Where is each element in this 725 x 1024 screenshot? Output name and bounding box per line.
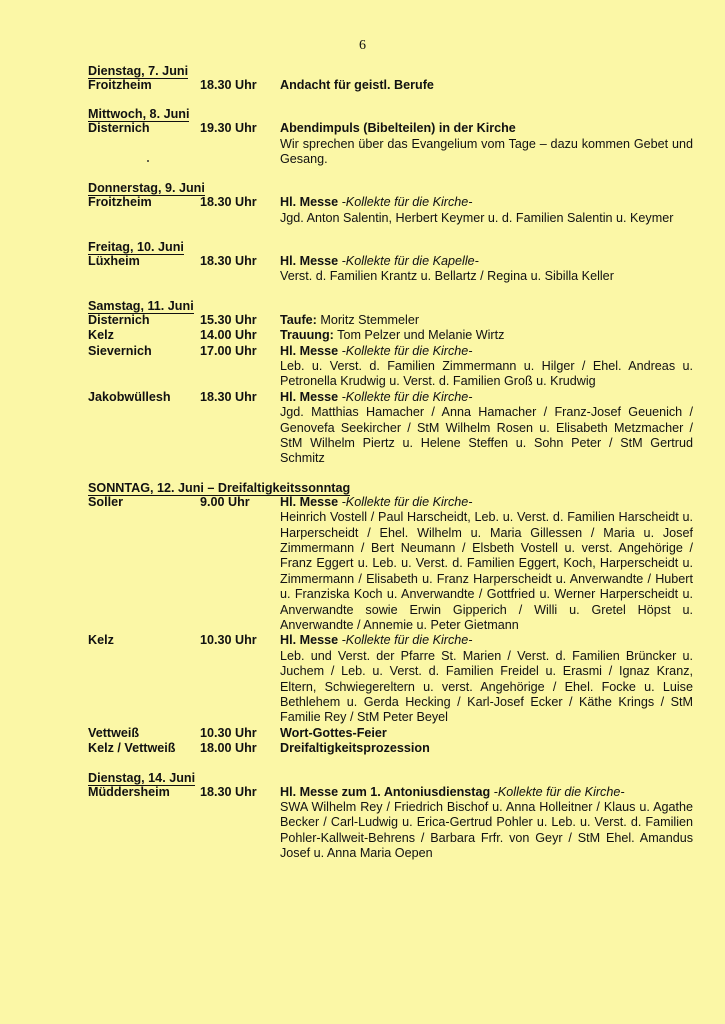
service-description <box>280 78 693 93</box>
day-heading: Dienstag, 14. Juni <box>88 770 196 785</box>
service-entry <box>88 121 693 167</box>
day-heading: Freitag, 10. Juni <box>88 240 184 255</box>
day-heading: SONNTAG, 12. Juni – Dreifaltigkeitssonntag <box>88 480 351 495</box>
day-entries <box>88 495 693 757</box>
service-time: 18.30 Uhr <box>200 77 257 92</box>
day-section <box>88 299 693 467</box>
service-description <box>280 313 693 328</box>
page-number: 6 <box>359 38 366 53</box>
service-entry <box>88 328 693 343</box>
day-entries <box>88 121 693 167</box>
service-place: Kelz <box>88 328 114 343</box>
service-title: Hl. Messe zum 1. Antoniusdienstag <box>280 784 491 799</box>
service-place: Vettweiß <box>88 725 140 740</box>
service-entry <box>88 785 693 862</box>
service-title: Hl. Messe <box>280 389 339 404</box>
service-description <box>280 254 693 285</box>
service-description <box>280 328 693 343</box>
service-subject: Moritz Stemmeler <box>316 312 420 327</box>
service-intentions: Verst. d. Familien Krantz u. Bellartz / Regina u. Sibilla Keller <box>280 269 614 284</box>
service-entry <box>88 495 693 634</box>
service-intentions: Heinrich Vostell / Paul Harscheidt, Leb. u. Verst. d. Familien Harscheidt u. Harperscheidt / Ehel. Wilhelm u. Maria Gillessen / Maria u. Josef Zimmermann / Bert Neumann / Elsbeth Vostell u. verst. Angehörige / Franz Eggert u. Leb. u. Verst. d. Familien Eggert, Koch, Harperscheidt u. Zimmermann / Elisabeth u. Franz Harperscheidt u. Anverwandte / Hubert u. Franziska Koch u. Anverwandte / Gottfried u. Werner Harperscheidt u. Anverwandte sowie Erwin Gipperich / Willi u. Gretel Höpst u. Anverwandte / Annemie u. Peter Gietmann <box>280 510 693 632</box>
day-section <box>88 107 693 167</box>
service-place: Kelz / Vettweiß <box>88 741 176 756</box>
service-intentions: SWA Wilhelm Rey / Friedrich Bischof u. Anna Holleitner / Klaus u. Agathe Becker / Carl-Ludwig u. Erica-Gertrud Pohler u. Leb. u. Verst. d. Familien Pohler-Kallweit-Behrens / Barbara Frfr. von Geyr / StM Ehel. Amandus Josef u. Anna Maria Oepen <box>280 799 693 861</box>
service-entry <box>88 254 693 285</box>
day-heading: Mittwoch, 8. Juni <box>88 107 190 122</box>
service-intentions: Jgd. Anton Salentin, Herbert Keymer u. d. Familien Salentin u. Keymer <box>280 210 674 225</box>
service-place: Sievernich <box>88 343 152 358</box>
service-place: Müddersheim <box>88 784 170 799</box>
day-section <box>88 771 693 862</box>
service-time: 15.30 Uhr <box>200 312 257 327</box>
service-intentions: Jgd. Matthias Hamacher / Anna Hamacher / Franz-Josef Geuenich / Genovefa Seekircher / StM Wilhelm Rosen u. Elisabeth Metzmacher / StM Wilhelm Piertz u. Helene Steffen u. Sohn Peter / StM Gertrud Schmitz <box>280 405 693 466</box>
service-description <box>280 785 693 862</box>
service-title: Abendimpuls (Bibelteilen) in der Kirche <box>280 121 516 136</box>
day-entries <box>88 78 693 93</box>
day-entries <box>88 195 693 226</box>
schedule <box>88 64 693 876</box>
service-place: Disternich <box>88 121 150 136</box>
service-place: Jakobwüllesh <box>88 389 171 404</box>
service-title: Trauung: <box>280 328 334 343</box>
service-time: 10.30 Uhr <box>200 633 257 648</box>
service-title: Andacht für geistl. Berufe <box>280 77 434 92</box>
service-place: Froitzheim <box>88 77 152 92</box>
service-place: Soller <box>88 494 123 509</box>
service-intentions: Wir sprechen über das Evangelium vom Tage – dazu kommen Gebet und Gesang. <box>280 136 693 167</box>
service-time: 18.30 Uhr <box>200 389 257 404</box>
day-section <box>88 240 693 285</box>
day-heading: Dienstag, 7. Juni <box>88 64 189 78</box>
collection-note: -Kollekte für die Kapelle- <box>338 254 479 269</box>
service-intentions: Leb. u. Verst. d. Familien Zimmermann u. Hilger / Ehel. Andreas u. Petronella Krudwig u. Verst. d. Familien Groß u. Krudwig <box>280 359 693 389</box>
service-subject: Tom Pelzer und Melanie Wirtz <box>333 328 505 343</box>
day-heading: Samstag, 11. Juni <box>88 298 194 313</box>
service-title: Hl. Messe <box>280 343 339 358</box>
service-entry <box>88 390 693 467</box>
service-description <box>280 344 693 390</box>
service-place: Froitzheim <box>88 195 152 210</box>
collection-note: -Kollekte für die Kirche- <box>338 389 473 404</box>
service-time: 9.00 Uhr <box>200 494 250 509</box>
service-entry <box>88 313 693 328</box>
service-entry <box>88 633 693 725</box>
service-entry <box>88 344 693 390</box>
day-entries <box>88 313 693 467</box>
service-place: Kelz <box>88 633 114 648</box>
collection-note: -Kollekte für die Kirche- <box>490 784 625 799</box>
service-time: 14.00 Uhr <box>200 328 257 343</box>
service-time: 18.00 Uhr <box>200 741 257 756</box>
collection-note: -Kollekte für die Kirche- <box>338 494 473 509</box>
service-description <box>280 741 693 756</box>
service-entry <box>88 741 693 756</box>
day-heading: Donnerstag, 9. Juni <box>88 181 205 196</box>
service-title: Hl. Messe <box>280 633 339 648</box>
service-title: Hl. Messe <box>280 494 339 509</box>
service-entry <box>88 78 693 93</box>
service-entry <box>88 195 693 226</box>
service-intentions: Leb. und Verst. der Pfarre St. Marien / Verst. d. Familien Brüncker u. Juchem / Leb. u. Verst. d. Familien Freidel u. Erasmi / Ignaz Kranz, Eltern, Schwiegereltern u. verst. Angehörige / Ehel. Focke u. Luise Bethlehem u. Gerda Hecking / Karl-Josef Ecker / Käthe Krings / StM Familie Rey / StM Peter Beyel <box>280 648 693 725</box>
service-description <box>280 495 693 634</box>
collection-note: -Kollekte für die Kirche- <box>338 195 473 210</box>
service-place: Lüxheim <box>88 254 140 269</box>
collection-note: -Kollekte für die Kirche- <box>338 633 473 648</box>
service-title: Dreifaltigkeitsprozession <box>280 741 430 756</box>
day-section <box>88 481 693 757</box>
service-time: 10.30 Uhr <box>200 725 257 740</box>
service-description <box>280 390 693 467</box>
service-description <box>280 195 693 226</box>
service-description <box>280 726 693 741</box>
day-entries <box>88 785 693 862</box>
service-time: 18.30 Uhr <box>200 784 257 799</box>
service-time: 19.30 Uhr <box>200 121 257 136</box>
day-section <box>88 64 693 93</box>
day-section <box>88 181 693 226</box>
day-entries <box>88 254 693 285</box>
service-time: 17.00 Uhr <box>200 343 257 358</box>
service-time: 18.30 Uhr <box>200 195 257 210</box>
service-description <box>280 121 693 167</box>
service-title: Hl. Messe <box>280 195 339 210</box>
service-title: Wort-Gottes-Feier <box>280 725 387 740</box>
service-title: Hl. Messe <box>280 254 339 269</box>
service-entry <box>88 726 693 741</box>
service-time: 18.30 Uhr <box>200 254 257 269</box>
service-title: Taufe: <box>280 312 317 327</box>
service-place: Disternich <box>88 312 150 327</box>
service-description <box>280 633 693 725</box>
collection-note: -Kollekte für die Kirche- <box>338 343 473 358</box>
